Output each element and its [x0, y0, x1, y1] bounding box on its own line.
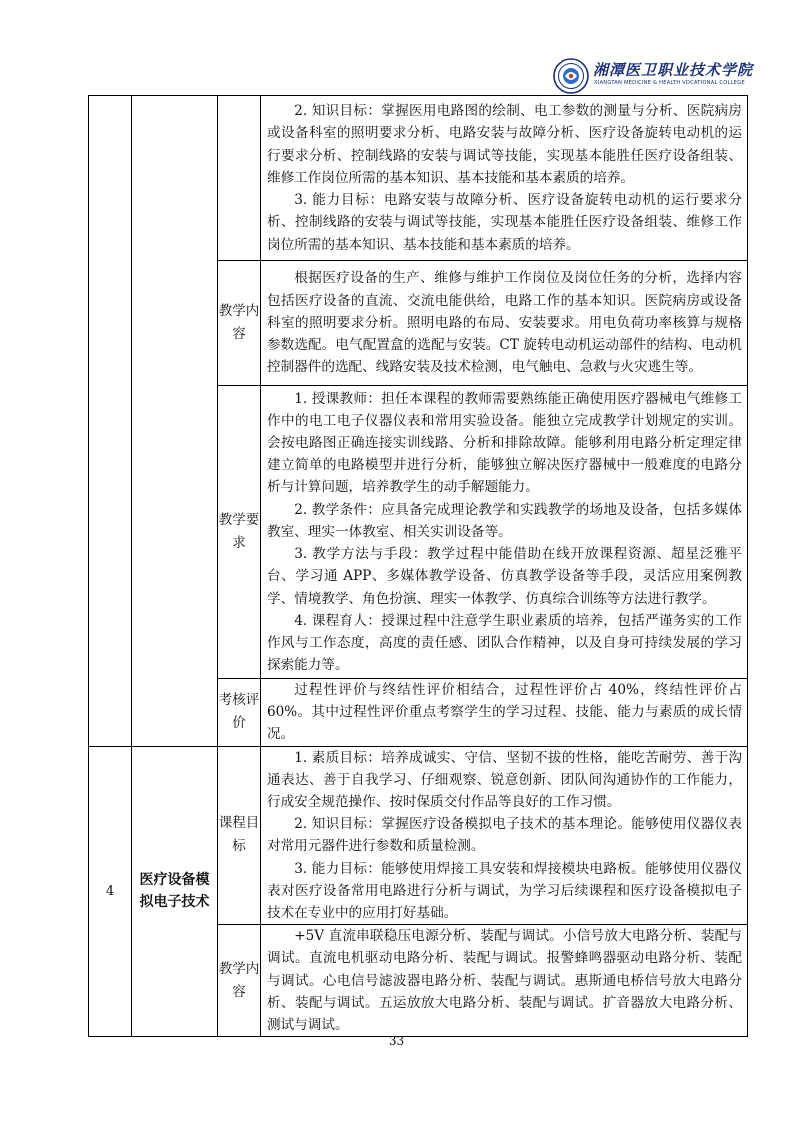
teaching-content-label: 教学内容: [218, 925, 261, 1037]
course-objectives-label: 课程目标: [218, 746, 261, 925]
requirement-paragraph: 3. 教学方法与手段：教学过程中能借助在线开放课程资源、超星泛雅平台、学习通 APP、多媒体教学设备、仿真教学设备等手段，灵活应用案例教学、情境教学、角色扮演、理实一体教学、仿真综合训练等方法进行教学。: [267, 546, 742, 607]
assessment-cell: [261, 679, 748, 747]
course-number-cell: 4: [89, 746, 132, 1037]
requirement-paragraph: 1. 授课教师：担任本课程的教师需要熟练能正确使用医疗器械电气维修工作中的电工电子仪器仪表和常用实验设备。能独立完成教学计划规定的实训。会按电路图正确连接实训线路、分析和排除故障。能够利用电路分析定理定律建立简单的电路模型并进行分析，能够独立解决医疗器械中一般难度的电路分析与计算问题，培养教学生的动手解题能力。: [267, 390, 742, 496]
teaching-content-cell: [261, 261, 748, 386]
content-paragraph: 根据医疗设备的生产、维修与维护工作岗位及岗位任务的分析，选择内容包括医疗设备的直流、交流电能供给，电路工作的基本知识。医院病房或设备科室的照明要求分析。照明电路的布局、安装要求。用电负荷功率核算与规格参数选配。电气配置盒的选配与安装。CT 旋转电动机运动部件的结构、电动机控制器件的选配、线路安装及技术检测，电气触电、急救与火灾逃生等。: [267, 270, 742, 376]
objective-paragraph: 3. 能力目标：能够使用焊接工具安装和焊接模块电路板。能够使用仪器仪表对医疗设备常用电路进行分析与调试，为学习后续课程和医疗设备模拟电子技术在专业中的应用打好基础。: [267, 860, 742, 922]
course-name-cell: [132, 96, 218, 747]
requirement-paragraph: 2. 教学条件：应具备完成理论教学和实践教学的场地及设备，包括多媒体教室、理实一体教室、相关实训设备等。: [267, 501, 742, 540]
logo-chinese-name: 湘潭医卫职业技术学院: [593, 61, 754, 79]
label-cell: [218, 96, 261, 261]
teaching-content-label: 教学内容: [218, 261, 261, 386]
teaching-content-cell: [261, 925, 748, 1037]
course-name-cell: 医疗设备模拟电子技术: [132, 746, 218, 1037]
course-table: [88, 95, 748, 1037]
content-paragraph: +5V 直流串联稳压电源分析、装配与调试。小信号放大电路分析、装配与调试。直流电机驱动电路分析、装配与调试。报警蜂鸣器驱动电路分析、装配与调试。心电信号滤波器电路分析、装配与调试。惠斯通电桥信号放大电路分析、装配与调试。五运放放大电路分析、装配与调试。扩音器放大电路分析、测试与调试。: [267, 928, 742, 1034]
assessment-label: 考核评价: [218, 679, 261, 747]
objective-paragraph: 1. 素质目标：培养成诚实、守信、坚韧不拔的性格，能吃苦耐劳、善于沟通表达、善于自我学习、仔细观察、锐意创新、团队间沟通协作的工作能力，行成安全规范操作、按时保质交付作品等良好的工作习惯。: [267, 749, 742, 811]
assessment-paragraph: 过程性评价与终结性评价相结合，过程性评价占 40%，终结性评价占 60%。其中过程性评价重点考察学生的学习过程、技能、能力与素质的成长情况。: [267, 682, 742, 743]
course-objectives-cell: [261, 746, 748, 925]
requirement-paragraph: 4. 课程育人：授课过程中注意学生职业素质的培养，包括严谨务实的工作作风与工作态度，高度的责任感、团队合作精神，以及自身可持续发展的学习探索能力等。: [267, 612, 742, 674]
logo-english-name: XIANGTAN MEDICINE & HEALTH VOCATIONAL COLLEGE: [594, 80, 745, 86]
objective-paragraph: 2. 知识目标：掌握医疗设备模拟电子技术的基本理论。能够使用仪器仪表对常用元器件进行参数和质量检测。: [267, 816, 742, 855]
objective-paragraph: 3. 能力目标：电路安装与故障分析、医疗设备旋转电动机的运行要求分析、控制线路的安装与调试等技能，实现基本能胜任医疗设备组装、维修工作岗位所需的基本知识、基本技能和基本素质的培养。: [267, 192, 742, 253]
objectives-continued-cell: [261, 96, 748, 261]
page-number: 33: [388, 1034, 405, 1048]
college-logo: [553, 56, 754, 96]
objective-paragraph: 2. 知识目标：掌握医用电路图的绘制、电工参数的测量与分析、医院病房或设备科室的照明要求分析、电路安装与故障分析、医疗设备旋转电动机的运行要求分析、控制线路的安装与调试等技能，实现基本能胜任医疗设备组装、维修工作岗位所需的基本知识、基本技能和基本素质的培养。: [267, 103, 742, 186]
teaching-requirements-label: 教学要求: [218, 386, 261, 679]
teaching-requirements-cell: [261, 386, 748, 679]
table-row: [89, 96, 748, 261]
course-number-cell: [89, 96, 132, 747]
college-seal-icon: [553, 58, 589, 94]
table-row: [89, 746, 748, 925]
